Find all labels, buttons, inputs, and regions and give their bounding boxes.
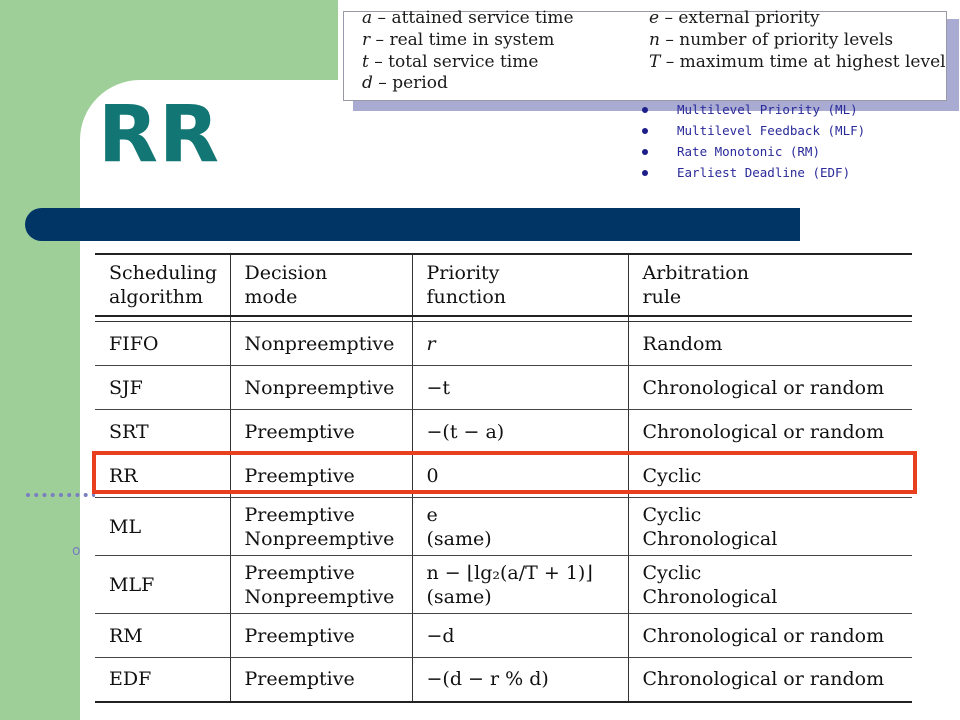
table-row-highlighted bbox=[95, 454, 912, 498]
header-cell: Scheduling algorithm bbox=[95, 254, 230, 316]
mode-cell: Preemptive Nonpreemptive bbox=[230, 498, 412, 556]
bullet-item: Rate Monotonic (RM) bbox=[640, 144, 865, 165]
header-cell: Arbitration rule bbox=[628, 254, 912, 316]
mode-cell: Preemptive bbox=[230, 410, 412, 454]
table-row bbox=[95, 498, 912, 556]
mode-cell: Preemptive bbox=[230, 614, 412, 658]
header-cell: Priority function bbox=[412, 254, 628, 316]
priority-cell: r bbox=[412, 322, 628, 366]
algorithm-cell: EDF bbox=[95, 658, 230, 702]
legend-item: r – real time in system bbox=[362, 30, 555, 50]
bullet-item: Earliest Deadline (EDF) bbox=[640, 165, 865, 186]
algorithm-cell: RM bbox=[95, 614, 230, 658]
bullet-item: Multilevel Priority (ML) bbox=[640, 102, 865, 123]
priority-cell: −t bbox=[412, 366, 628, 410]
bullet-dot-icon bbox=[642, 128, 648, 134]
algorithm-cell: MLF bbox=[95, 556, 230, 614]
rule-cell: Chronological or random bbox=[628, 614, 912, 658]
mode-cell: Nonpreemptive bbox=[230, 366, 412, 410]
header-cell: Decision mode bbox=[230, 254, 412, 316]
legend-item: d – period bbox=[362, 73, 448, 93]
legend-item: T – maximum time at highest level bbox=[649, 52, 946, 72]
algorithm-cell: RR bbox=[95, 454, 230, 498]
title-underline-bar bbox=[25, 208, 800, 241]
mode-cell: Preemptive Nonpreemptive bbox=[230, 556, 412, 614]
rule-cell: Cyclic bbox=[628, 454, 912, 498]
mode-cell: Preemptive bbox=[230, 658, 412, 702]
rule-cell: Random bbox=[628, 322, 912, 366]
legend-item: n – number of priority levels bbox=[649, 30, 894, 50]
priority-cell: −(d − r % d) bbox=[412, 658, 628, 702]
algorithm-cell: ML bbox=[95, 498, 230, 556]
table-row bbox=[95, 556, 912, 614]
priority-cell: e (same) bbox=[412, 498, 628, 556]
legend-item: a – attained service time bbox=[362, 8, 574, 28]
table-row bbox=[95, 658, 912, 702]
symbol-legend-box bbox=[343, 8, 947, 101]
slide-title: RR bbox=[98, 90, 221, 180]
algorithm-cell: SRT bbox=[95, 410, 230, 454]
legend-item: e – external priority bbox=[649, 8, 820, 28]
rule-cell: Cyclic Chronological bbox=[628, 498, 912, 556]
algorithm-cell: FIFO bbox=[95, 322, 230, 366]
table-row bbox=[95, 614, 912, 658]
dotted-divider bbox=[26, 493, 96, 497]
table-row bbox=[95, 366, 912, 410]
bullet-item: Multilevel Feedback (MLF) bbox=[640, 123, 865, 144]
priority-cell: −(t − a) bbox=[412, 410, 628, 454]
priority-cell: n − ⌊lg₂(a/T + 1)⌋ (same) bbox=[412, 556, 628, 614]
rule-cell: Cyclic Chronological bbox=[628, 556, 912, 614]
rule-cell: Chronological or random bbox=[628, 658, 912, 702]
priority-cell: −d bbox=[412, 614, 628, 658]
bullet-dot-icon bbox=[642, 107, 648, 113]
table-header-row bbox=[95, 254, 912, 316]
bullet-dot-icon bbox=[642, 149, 648, 155]
algorithm-bullet-list bbox=[640, 102, 865, 186]
legend-item: t – total service time bbox=[362, 52, 539, 72]
algorithm-cell: SJF bbox=[95, 366, 230, 410]
table-row bbox=[95, 322, 912, 366]
scheduling-algorithms-table bbox=[95, 253, 912, 703]
table-row bbox=[95, 410, 912, 454]
mode-cell: Preemptive bbox=[230, 454, 412, 498]
rule-cell: Chronological or random bbox=[628, 410, 912, 454]
mode-cell: Nonpreemptive bbox=[230, 322, 412, 366]
priority-cell: 0 bbox=[412, 454, 628, 498]
rule-cell: Chronological or random bbox=[628, 366, 912, 410]
obscured-text-fragment: o bbox=[72, 543, 81, 559]
bullet-dot-icon bbox=[642, 170, 648, 176]
